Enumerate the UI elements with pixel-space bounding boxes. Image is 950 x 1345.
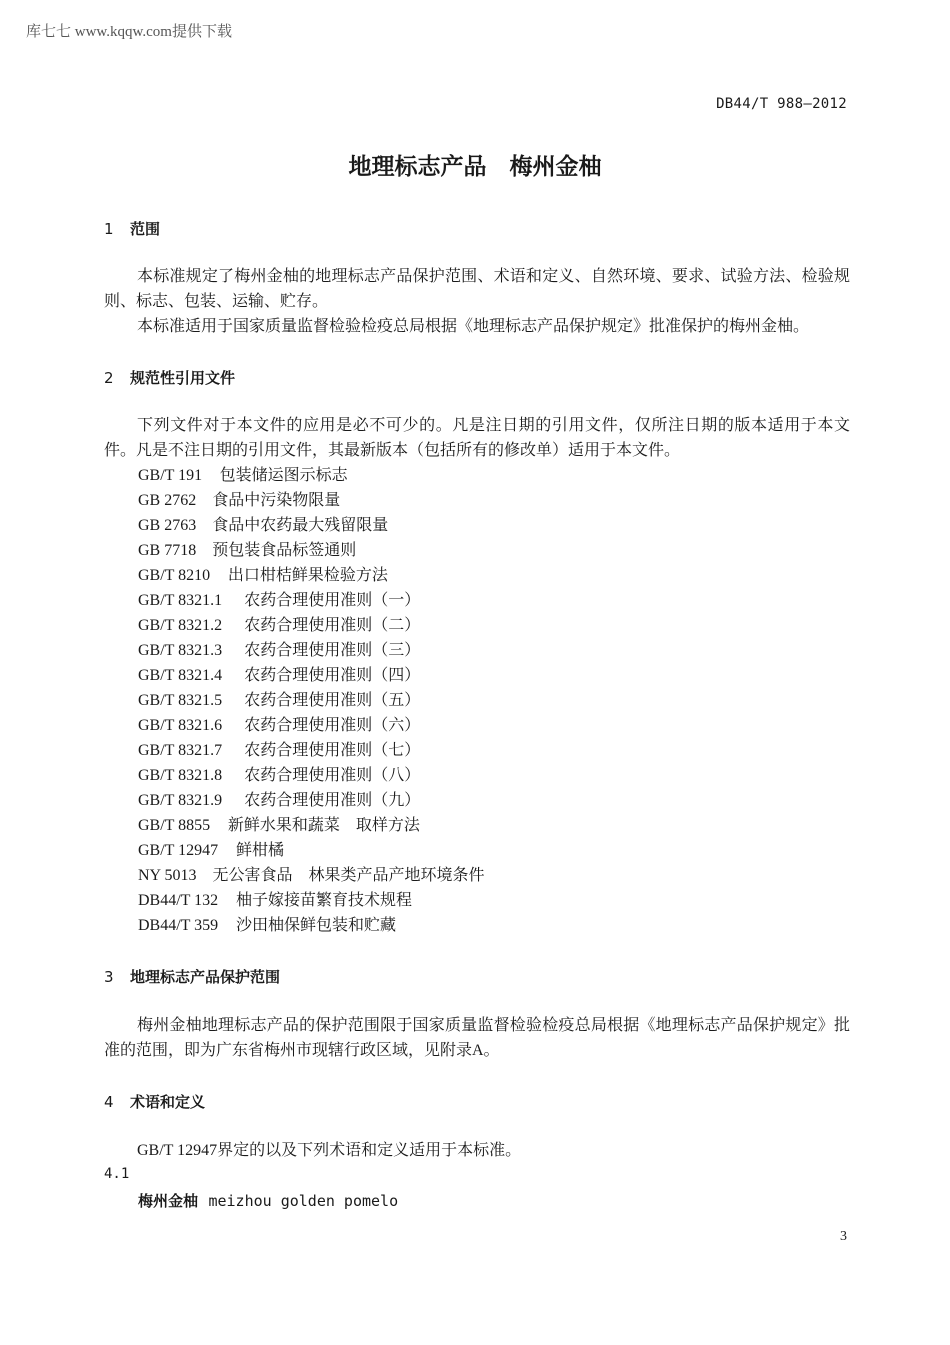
- reference-code: GB/T 8321.4: [138, 667, 223, 684]
- reference-title: 新鲜水果和蔬菜 取样方法: [227, 817, 420, 834]
- section-title: 范围: [130, 220, 161, 238]
- reference-code: GB/T 8210: [138, 567, 211, 584]
- reference-title: 包装储运图示标志: [219, 467, 348, 484]
- watermark: 库七七 www.kqqw.com提供下载: [26, 24, 232, 40]
- reference-item: [138, 888, 412, 913]
- reference-code: GB/T 8321.8: [138, 767, 223, 784]
- reference-item: [138, 688, 420, 713]
- section-heading-2: [104, 367, 235, 388]
- reference-code: GB/T 8321.3: [138, 642, 223, 659]
- section-title: 规范性引用文件: [130, 369, 236, 387]
- reference-item: [138, 463, 348, 488]
- document-title: 地理标志产品 梅州金柚: [348, 154, 602, 180]
- term-entry: [138, 1190, 398, 1211]
- reference-item: [138, 813, 420, 838]
- reference-code: GB/T 191: [138, 467, 203, 484]
- reference-title: 农药合理使用准则（一）: [244, 592, 421, 609]
- paragraph: GB/T 12947界定的以及下列术语和定义适用于本标准。: [137, 1142, 522, 1159]
- reference-title: 农药合理使用准则（九）: [244, 792, 421, 809]
- reference-code: GB 2762: [138, 492, 197, 509]
- reference-title: 出口柑桔鲜果检验方法: [227, 567, 388, 584]
- section-number: 4: [104, 1093, 114, 1111]
- reference-item: [138, 788, 420, 813]
- section-number: 3: [104, 968, 114, 986]
- term-chinese: 梅州金柚: [138, 1192, 199, 1210]
- paragraph: 梅州金柚地理标志产品的保护范围限于国家质量监督检验检疫总局根据《地理标志产品保护规定》批准的范围，即为广东省梅州市现辖行政区域，见附录A。: [104, 1017, 850, 1059]
- reference-code: GB/T 8321.2: [138, 617, 223, 634]
- reference-code: GB/T 8321.6: [138, 717, 223, 734]
- reference-item: [138, 538, 356, 563]
- section-number: 2: [104, 369, 114, 387]
- reference-item: [138, 913, 396, 938]
- page-number: 3: [840, 1229, 847, 1244]
- reference-item: [138, 613, 420, 638]
- reference-item: [138, 588, 420, 613]
- reference-code: GB 7718: [138, 542, 197, 559]
- section-heading-1: [104, 218, 160, 239]
- document-number: DB44/T 988—2012: [716, 96, 847, 112]
- reference-item: [138, 663, 420, 688]
- reference-title: 农药合理使用准则（二）: [244, 617, 421, 634]
- reference-code: GB/T 12947: [138, 842, 219, 859]
- reference-item: [138, 763, 420, 788]
- section-heading-3: [104, 966, 280, 987]
- reference-title: 沙田柚保鲜包装和贮藏: [236, 917, 397, 934]
- reference-code: GB/T 8321.1: [138, 592, 223, 609]
- reference-code: DB44/T 132: [138, 892, 219, 909]
- reference-title: 农药合理使用准则（四）: [244, 667, 421, 684]
- reference-item: [138, 838, 284, 863]
- reference-title: 农药合理使用准则（八）: [244, 767, 421, 784]
- reference-title: 农药合理使用准则（七）: [244, 742, 421, 759]
- paragraph: 下列文件对于本文件的应用是必不可少的。凡是注日期的引用文件，仅所注日期的版本适用于本文件。凡是不注日期的引用文件，其最新版本（包括所有的修改单）适用于本文件。: [104, 417, 850, 459]
- reference-code: DB44/T 359: [138, 917, 219, 934]
- paragraph: 本标准适用于国家质量监督检验检疫总局根据《地理标志产品保护规定》批准保护的梅州金柚。: [137, 318, 810, 335]
- reference-item: [138, 863, 485, 888]
- section-number: 1: [104, 220, 114, 238]
- reference-title: 农药合理使用准则（六）: [244, 717, 421, 734]
- reference-title: 鲜柑橘: [236, 842, 285, 859]
- reference-code: GB/T 8321.9: [138, 792, 223, 809]
- reference-code: NY 5013: [138, 867, 197, 884]
- reference-item: [138, 488, 340, 513]
- clause-number: 4.1: [104, 1166, 130, 1182]
- reference-item: [138, 563, 388, 588]
- reference-title: 农药合理使用准则（三）: [244, 642, 421, 659]
- reference-title: 农药合理使用准则（五）: [244, 692, 421, 709]
- reference-title: 食品中污染物限量: [212, 492, 341, 509]
- paragraph: 本标准规定了梅州金柚的地理标志产品保护范围、术语和定义、自然环境、要求、试验方法、检验规则、标志、包装、运输、贮存。: [104, 268, 850, 310]
- reference-item: [138, 713, 420, 738]
- reference-title: 食品中农药最大残留限量: [212, 517, 389, 534]
- section-heading-4: [104, 1091, 205, 1112]
- reference-title: 预包装食品标签通则: [212, 542, 357, 559]
- reference-item: [138, 738, 420, 763]
- term-english: meizhou golden pomelo: [208, 1192, 399, 1210]
- reference-item: [138, 638, 420, 663]
- reference-code: GB 2763: [138, 517, 197, 534]
- section-title: 术语和定义: [130, 1093, 206, 1111]
- reference-title: 柚子嫁接苗繁育技术规程: [236, 892, 413, 909]
- reference-item: [138, 513, 388, 538]
- section-title: 地理标志产品保护范围: [130, 968, 281, 986]
- reference-title: 无公害食品 林果类产品产地环境条件: [212, 867, 485, 884]
- reference-code: GB/T 8321.7: [138, 742, 223, 759]
- reference-code: GB/T 8855: [138, 817, 211, 834]
- reference-code: GB/T 8321.5: [138, 692, 223, 709]
